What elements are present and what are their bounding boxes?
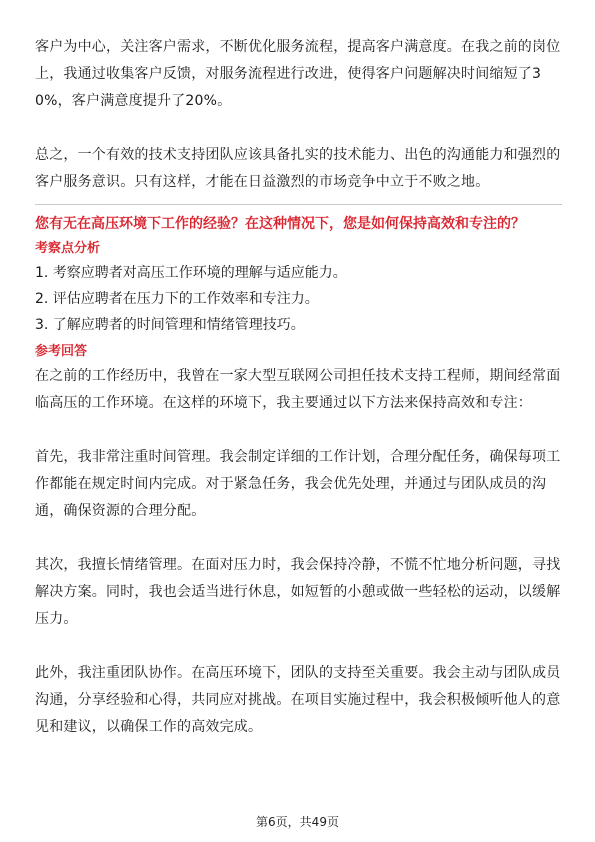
spacer — [35, 417, 562, 444]
spacer — [35, 115, 562, 142]
spacer — [35, 633, 562, 660]
answer-paragraph-2: 首先，我非常注重时间管理。我会制定详细的工作计划，合理分配任务，确保每项工作都能在规定时间内完成。对于紧急任务，我会优先处理，并通过与团队成员的沟通，确保资源的合理分配。 — [35, 449, 561, 519]
spacer — [35, 525, 562, 552]
answer-paragraph-3: 其次，我擅长情绪管理。在面对压力时，我会保持冷静，不慌不忙地分析问题，寻找解决方案。同时，我也会适当进行休息，如短暂的小憩或做一些轻松的运动，以缓解压力。 — [35, 557, 561, 627]
analysis-item: 2. 评估应聘者在压力下的工作效率和专注力。 — [35, 291, 319, 307]
document-body — [35, 34, 562, 741]
intro-paragraph-2: 总之，一个有效的技术支持团队应该具备扎实的技术能力、出色的沟通能力和强烈的客户服务意识。只有这样，才能在日益激烈的市场竞争中立于不败之地。 — [35, 147, 561, 190]
analysis-title: 考察点分析 — [35, 241, 101, 256]
analysis-item: 1. 考察应聘者对高压工作环境的理解与适应能力。 — [35, 265, 347, 281]
question-heading: 您有无在高压环境下工作的经验？在这种情况下，您是如何保持高效和专注的？ — [35, 216, 525, 232]
answer-title: 参考回答 — [35, 344, 88, 359]
page-number: 第6页，共49页 — [256, 815, 339, 829]
section-divider — [35, 204, 562, 205]
answer-paragraph-1: 在之前的工作经历中，我曾在一家大型互联网公司担任技术支持工程师，期间经常面临高压的工作环境。在这样的环境下，我主要通过以下方法来保持高效和专注： — [35, 368, 561, 411]
analysis-item: 3. 了解应聘者的时间管理和情绪管理技巧。 — [35, 317, 305, 333]
intro-paragraph-1: 客户为中心，关注客户需求，不断优化服务流程，提高客户满意度。在我之前的岗位上，我通过收集客户反馈，对服务流程进行改进，使得客户问题解决时间缩短了30%，客户满意度提升了20%。 — [35, 39, 561, 109]
answer-paragraph-4: 此外，我注重团队协作。在高压环境下，团队的支持至关重要。我会主动与团队成员沟通，分享经验和心得，共同应对挑战。在项目实施过程中，我会积极倾听他人的意见和建议，以确保工作的高效完成。 — [35, 665, 561, 735]
